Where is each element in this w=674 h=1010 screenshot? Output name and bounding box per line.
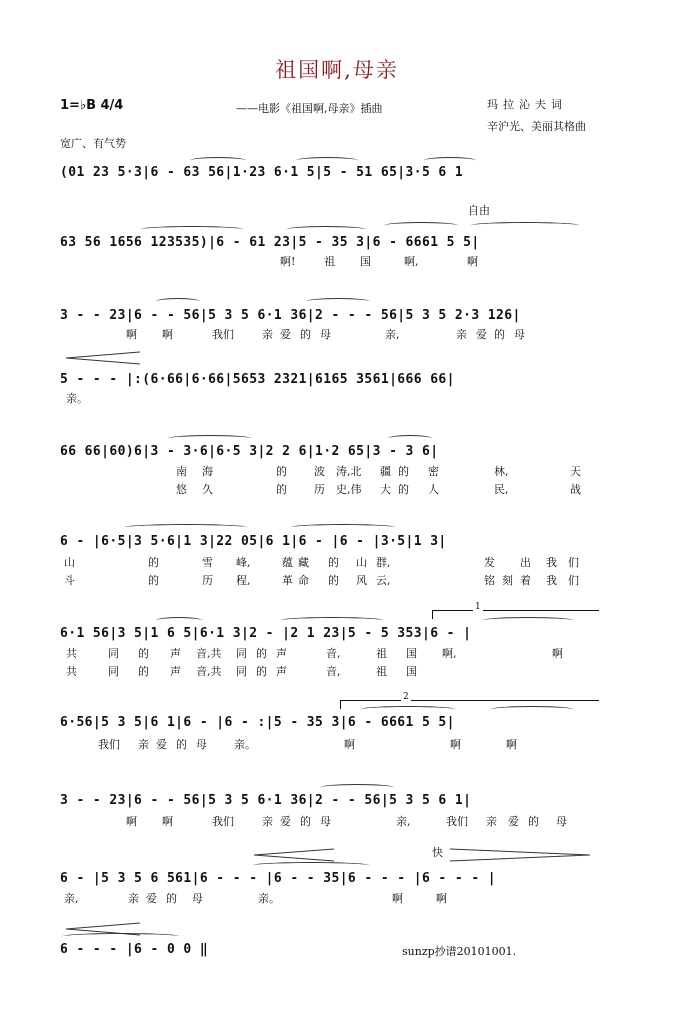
lyric-syllable: 的 <box>494 328 505 341</box>
lyrics-line-5-verse-1 <box>62 464 602 480</box>
lyric-syllable: 波 <box>314 465 325 478</box>
fast-marking: 快 <box>432 846 443 859</box>
lyrics-line-6-verse-1 <box>62 555 602 571</box>
lyric-syllable: 声 <box>170 665 181 678</box>
slur <box>470 222 580 229</box>
lyric-syllable: 啊, <box>442 647 457 660</box>
lyric-syllable: 亲, <box>385 328 400 341</box>
lyric-syllable: 啊! <box>280 255 296 268</box>
lyric-syllable: 的 <box>276 483 287 496</box>
music-line-1: (01 23 5·3|6 - 63 56|1·23 6·1 5|5 - 51 65|3·5 6 1 <box>60 165 464 180</box>
lyric-syllable: 啊 <box>392 892 403 905</box>
lyric-syllable: 我们 <box>446 815 468 828</box>
second-ending-number: 2 <box>403 692 409 702</box>
lyric-syllable: 的 <box>148 574 159 587</box>
lyric-syllable: 共 <box>66 647 77 660</box>
first-ending-number: 1 <box>475 602 481 612</box>
lyric-syllable: 南 <box>176 465 187 478</box>
lyric-syllable: 国 <box>406 665 417 678</box>
lyric-syllable: 啊 <box>467 255 478 268</box>
lyric-syllable: 母 <box>514 328 525 341</box>
lyric-syllable: 的 <box>328 556 339 569</box>
music-line-5: 66 66|60)6|3 - 3·6|6·5 3|2 2 6|1·2 65|3 - 3 6| <box>60 444 439 459</box>
music-line-8: 6·56|5 3 5|6 1|6 - |6 - :|5 - 35 3|6 - 6661 5 5| <box>60 715 455 730</box>
lyric-syllable: 的 <box>166 892 177 905</box>
lyric-syllable: 的 <box>176 738 187 751</box>
lyric-syllable: 程, <box>236 574 251 587</box>
lyric-syllable: 的 <box>276 465 287 478</box>
lyrics-line-6-verse-2 <box>62 573 602 589</box>
lyric-syllable: 的 <box>328 574 339 587</box>
ad-lib-marking: 自由 <box>468 204 490 217</box>
lyric-syllable: 革 <box>282 574 293 587</box>
lyric-syllable: 亲 <box>128 892 139 905</box>
lyric-syllable: 亲, <box>64 892 79 905</box>
lyric-syllable: 山 <box>356 556 367 569</box>
decrescendo-hairpin <box>450 848 590 862</box>
lyric-syllable: 爱 <box>280 328 291 341</box>
lyric-syllable: 亲。 <box>234 738 256 751</box>
lyric-syllable: 亲 <box>138 738 149 751</box>
lyric-syllable: 啊 <box>506 738 517 751</box>
subtitle: ——电影《祖国啊,母亲》插曲 <box>236 102 383 115</box>
lyrics-line-4-verse-1 <box>62 391 602 407</box>
slur <box>140 226 244 233</box>
slur <box>280 617 384 624</box>
lyric-syllable: 斗 <box>64 574 75 587</box>
slur <box>124 524 248 531</box>
lyric-syllable: 爱 <box>476 328 487 341</box>
lyric-syllable: 亲 <box>262 328 273 341</box>
transcriber-credit: sunzp抄谱20101001. <box>402 945 517 958</box>
slur <box>320 784 394 791</box>
slur <box>360 706 456 713</box>
lyric-syllable: 的 <box>138 665 149 678</box>
lyric-syllable: 啊 <box>162 815 173 828</box>
lyric-syllable: 亲, <box>396 815 411 828</box>
lyric-syllable: 母 <box>556 815 567 828</box>
lyric-syllable: 久 <box>202 483 213 496</box>
slur <box>296 157 358 164</box>
lyric-syllable: 亲 <box>486 815 497 828</box>
lyric-syllable: 我们 <box>212 815 234 828</box>
lyric-syllable: 山 <box>64 556 75 569</box>
lyric-syllable: 爱 <box>508 815 519 828</box>
lyric-syllable: 国 <box>360 255 371 268</box>
slur <box>168 435 252 442</box>
lyric-syllable: 历 <box>202 574 213 587</box>
lyric-syllable: 铭 <box>484 574 495 587</box>
lyric-syllable: 战 <box>570 483 581 496</box>
lyric-syllable: 人 <box>428 483 439 496</box>
lyric-syllable: 音, <box>326 647 341 660</box>
lyric-syllable: 蕴 <box>282 556 293 569</box>
lyric-syllable: 母 <box>192 892 203 905</box>
lyric-syllable: 大 <box>380 483 391 496</box>
lyric-syllable: 声 <box>276 665 287 678</box>
lyric-syllable: 啊 <box>450 738 461 751</box>
slur <box>156 298 200 305</box>
lyric-syllable: 我 <box>546 574 557 587</box>
lyric-syllable: 亲 <box>456 328 467 341</box>
slur <box>482 617 574 624</box>
lyric-syllable: 同 <box>236 665 247 678</box>
music-line-7: 6·1 56|3 5|1 6 5|6·1 3|2 - |2 1 23|5 - 5 353|6 - | <box>60 626 472 641</box>
lyric-syllable: 啊 <box>126 328 137 341</box>
lyrics-line-7-verse-1 <box>62 646 602 662</box>
lyric-syllable: 的 <box>148 556 159 569</box>
slur <box>384 222 458 229</box>
lyric-syllable: 刻 <box>502 574 513 587</box>
music-line-6: 6 - |6·5|3 5·6|1 3|22 05|6 1|6 - |6 - |3·5|1 3| <box>60 534 447 549</box>
lyrics-line-5-verse-2 <box>62 482 602 498</box>
lyric-syllable: 亲 <box>262 815 273 828</box>
lyric-syllable: 民, <box>494 483 509 496</box>
lyric-syllable: 啊 <box>552 647 563 660</box>
lyrics-line-9-verse-1 <box>62 814 602 830</box>
lyrics-line-8-verse-1 <box>62 737 602 753</box>
lyric-syllable: 啊 <box>126 815 137 828</box>
music-line-11: 6 - - - |6 - 0 0 ‖ <box>60 942 209 957</box>
lyric-syllable: 啊 <box>344 738 355 751</box>
key-signature: 1=♭B 4/4 <box>60 98 124 113</box>
lyricist-credit: 玛拉沁夫词 <box>487 98 567 111</box>
slur <box>424 157 476 164</box>
decrescendo-hairpin <box>66 922 140 936</box>
lyric-syllable: 悠 <box>176 483 187 496</box>
lyric-syllable: 的 <box>256 665 267 678</box>
lyric-syllable: 亲。 <box>258 892 280 905</box>
composer-credit: 辛沪光、美丽其格曲 <box>487 120 586 133</box>
lyric-syllable: 同 <box>236 647 247 660</box>
music-line-10: 6 - |5 3 5 6 561|6 - - - |6 - - 35|6 - - - |6 - - - | <box>60 871 497 886</box>
lyric-syllable: 爱 <box>280 815 291 828</box>
lyric-syllable: 天 <box>570 465 581 478</box>
lyric-syllable: 林, <box>494 465 509 478</box>
lyric-syllable: 海 <box>202 465 213 478</box>
slur <box>156 617 202 624</box>
lyric-syllable: 的 <box>528 815 539 828</box>
lyric-syllable: 的 <box>398 483 409 496</box>
crescendo-hairpin <box>254 848 334 862</box>
slur <box>252 862 370 869</box>
lyric-syllable: 同 <box>108 665 119 678</box>
lyric-syllable: 啊 <box>436 892 447 905</box>
music-line-4: 5 - - - |:(6·66|6·66|5653 2321|6165 3561|666 66| <box>60 372 455 387</box>
music-line-2: 63 56 1656 123535)|6 - 61 23|5 - 35 3|6 - 6661 5 5| <box>60 235 480 250</box>
lyric-syllable: 疆 <box>380 465 391 478</box>
lyric-syllable: 我 <box>546 556 557 569</box>
lyric-syllable: 雪 <box>202 556 213 569</box>
lyric-syllable: 同 <box>108 647 119 660</box>
lyrics-line-2-verse-1 <box>62 254 602 270</box>
slur <box>490 706 574 713</box>
lyric-syllable: 啊, <box>404 255 419 268</box>
music-line-3: 3 - - 23|6 - - 56|5 3 5 6·1 36|2 - - - 56|5 3 5 2·3 126| <box>60 308 521 323</box>
lyric-syllable: 云, <box>376 574 391 587</box>
song-title: 祖国啊,母亲 <box>275 58 399 82</box>
lyric-syllable: 啊 <box>162 328 173 341</box>
music-line-9: 3 - - 23|6 - - 56|5 3 5 6·1 36|2 - - 56|5 3 5 6 1| <box>60 793 472 808</box>
lyric-syllable: 们 <box>568 574 579 587</box>
lyric-syllable: 母 <box>320 328 331 341</box>
lyrics-line-3-verse-1 <box>62 327 602 343</box>
lyric-syllable: 共 <box>66 665 77 678</box>
lyric-syllable: 的 <box>398 465 409 478</box>
decrescendo-hairpin <box>66 350 140 366</box>
lyric-syllable: 声 <box>170 647 181 660</box>
lyric-syllable: 声 <box>276 647 287 660</box>
lyric-syllable: 我们 <box>212 328 234 341</box>
lyric-syllable: 的 <box>138 647 149 660</box>
lyric-syllable: 峰, <box>236 556 251 569</box>
lyric-syllable: 母 <box>320 815 331 828</box>
lyric-syllable: 涛,北 <box>336 465 362 478</box>
lyric-syllable: 历 <box>314 483 325 496</box>
slur <box>286 226 366 233</box>
lyric-syllable: 的 <box>256 647 267 660</box>
lyric-syllable: 史,伟 <box>336 483 362 496</box>
lyric-syllable: 命 <box>298 574 309 587</box>
tempo-marking: 宽广、有气势 <box>60 137 126 150</box>
lyrics-line-10-verse-1 <box>62 891 602 907</box>
lyric-syllable: 祖 <box>324 255 335 268</box>
lyric-syllable: 国 <box>406 647 417 660</box>
slur <box>290 524 396 531</box>
lyric-syllable: 的 <box>300 815 311 828</box>
lyric-syllable: 祖 <box>376 647 387 660</box>
slur <box>306 298 370 305</box>
lyrics-line-7-verse-2 <box>62 664 602 680</box>
lyric-syllable: 音, <box>326 665 341 678</box>
lyric-syllable: 们 <box>568 556 579 569</box>
slur <box>388 435 432 442</box>
lyric-syllable: 出 <box>520 556 531 569</box>
lyric-syllable: 爱 <box>156 738 167 751</box>
lyric-syllable: 我们 <box>98 738 120 751</box>
lyric-syllable: 的 <box>300 328 311 341</box>
lyric-syllable: 密 <box>428 465 439 478</box>
lyric-syllable: 祖 <box>376 665 387 678</box>
lyric-syllable: 着 <box>520 574 531 587</box>
lyric-syllable: 发 <box>484 556 495 569</box>
lyric-syllable: 亲。 <box>66 392 88 405</box>
lyric-syllable: 音,共 <box>196 647 222 660</box>
lyric-syllable: 母 <box>196 738 207 751</box>
lyric-syllable: 藏 <box>298 556 309 569</box>
lyric-syllable: 群, <box>376 556 391 569</box>
lyric-syllable: 风 <box>356 574 367 587</box>
slur <box>190 157 246 164</box>
lyric-syllable: 爱 <box>146 892 157 905</box>
lyric-syllable: 音,共 <box>196 665 222 678</box>
